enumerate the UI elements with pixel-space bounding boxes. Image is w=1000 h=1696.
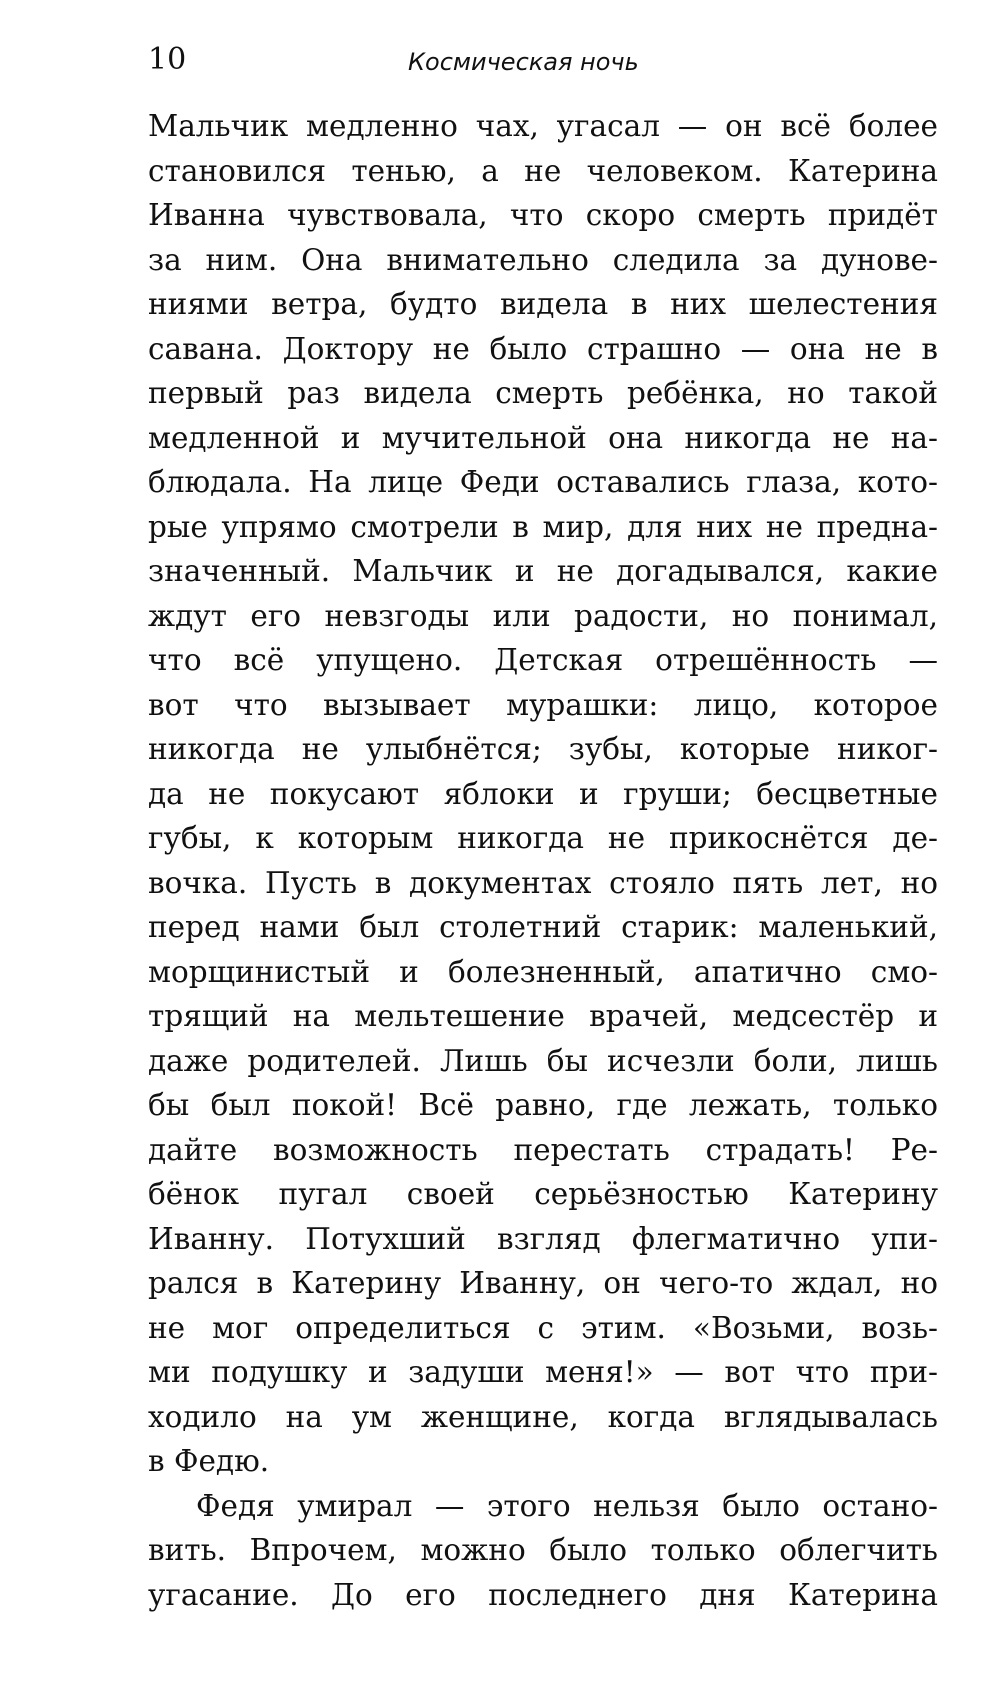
paragraph-1 [148, 104, 938, 1484]
text-line: ниями ветра, будто видела в них шелестения [148, 287, 938, 321]
text-line: перед нами был столетний старик: маленький, [148, 910, 938, 944]
text-line: становился тенью, а не человеком. Катерина [148, 153, 938, 188]
text-line: рался в Катерину Иванну, он чего-то ждал, но [148, 1266, 938, 1300]
running-head [148, 36, 938, 86]
text-line: вить. Впрочем, можно было только облегчить [148, 1533, 938, 1567]
paragraph-2 [148, 1484, 938, 1618]
text-line: ходило на ум женщине, когда вглядывалась [148, 1399, 938, 1434]
text-line: в Федю. [148, 1444, 270, 1478]
text-line: савана. Доктору не было страшно — она не в [148, 331, 938, 366]
text-line: ждут его невзгоды или радости, но понимал, [148, 598, 938, 633]
page-number: 10 [148, 42, 187, 77]
text-line: бы был покой! Всё равно, где лежать, только [148, 1088, 938, 1122]
text-line: вот что вызывает мурашки: лицо, которое [148, 687, 938, 722]
text-line: медленной и мучительной она никогда не на- [148, 420, 938, 455]
text-line: что всё упущено. Детская отрешённость — [148, 643, 938, 677]
text-line: не мог определиться с этим. «Возьми, возь- [148, 1310, 938, 1345]
text-line: блюдала. На лице Феди оставались глаза, кото- [148, 465, 938, 499]
text-line: морщинистый и болезненный, апатично смо- [148, 954, 938, 989]
text-line: первый раз видела смерть ребёнка, но такой [148, 376, 938, 410]
text-line: за ним. Она внимательно следила за дунове- [148, 242, 938, 277]
text-line: ми подушку и задуши меня!» — вот что при- [148, 1355, 938, 1389]
text-line: даже родителей. Лишь бы исчезли боли, лишь [148, 1043, 938, 1078]
text-line: Иванна чувствовала, что скоро смерть придёт [148, 198, 938, 232]
text-line: да не покусают яблоки и груши; бесцветные [148, 776, 938, 811]
text-line: трящий на мельтешение врачей, медсестёр и [148, 999, 938, 1033]
text-line: дайте возможность перестать страдать! Ре- [148, 1132, 938, 1167]
text-line: рые упрямо смотрели в мир, для них не предна- [148, 509, 938, 544]
text-line: никогда не улыбнётся; зубы, которые никог- [148, 732, 938, 766]
text-line: Иванну. Потухший взгляд флегматично упи- [148, 1221, 938, 1256]
text-line: значенный. Мальчик и не догадывался, какие [148, 554, 938, 588]
text-line: губы, к которым никогда не прикоснётся де- [148, 821, 938, 855]
text-line: вочка. Пусть в документах стояло пять лет, но [148, 865, 938, 900]
text-line: Федя умирал — этого нельзя было остано- [196, 1488, 938, 1523]
text-line: Мальчик медленно чах, угасал — он всё более [148, 109, 938, 143]
text-line: угасание. До его последнего дня Катерина [148, 1577, 938, 1612]
text-line: бёнок пугал своей серьёзностью Катерину [148, 1177, 938, 1211]
running-title: Космическая ночь [408, 48, 639, 76]
body-text [148, 104, 938, 1617]
